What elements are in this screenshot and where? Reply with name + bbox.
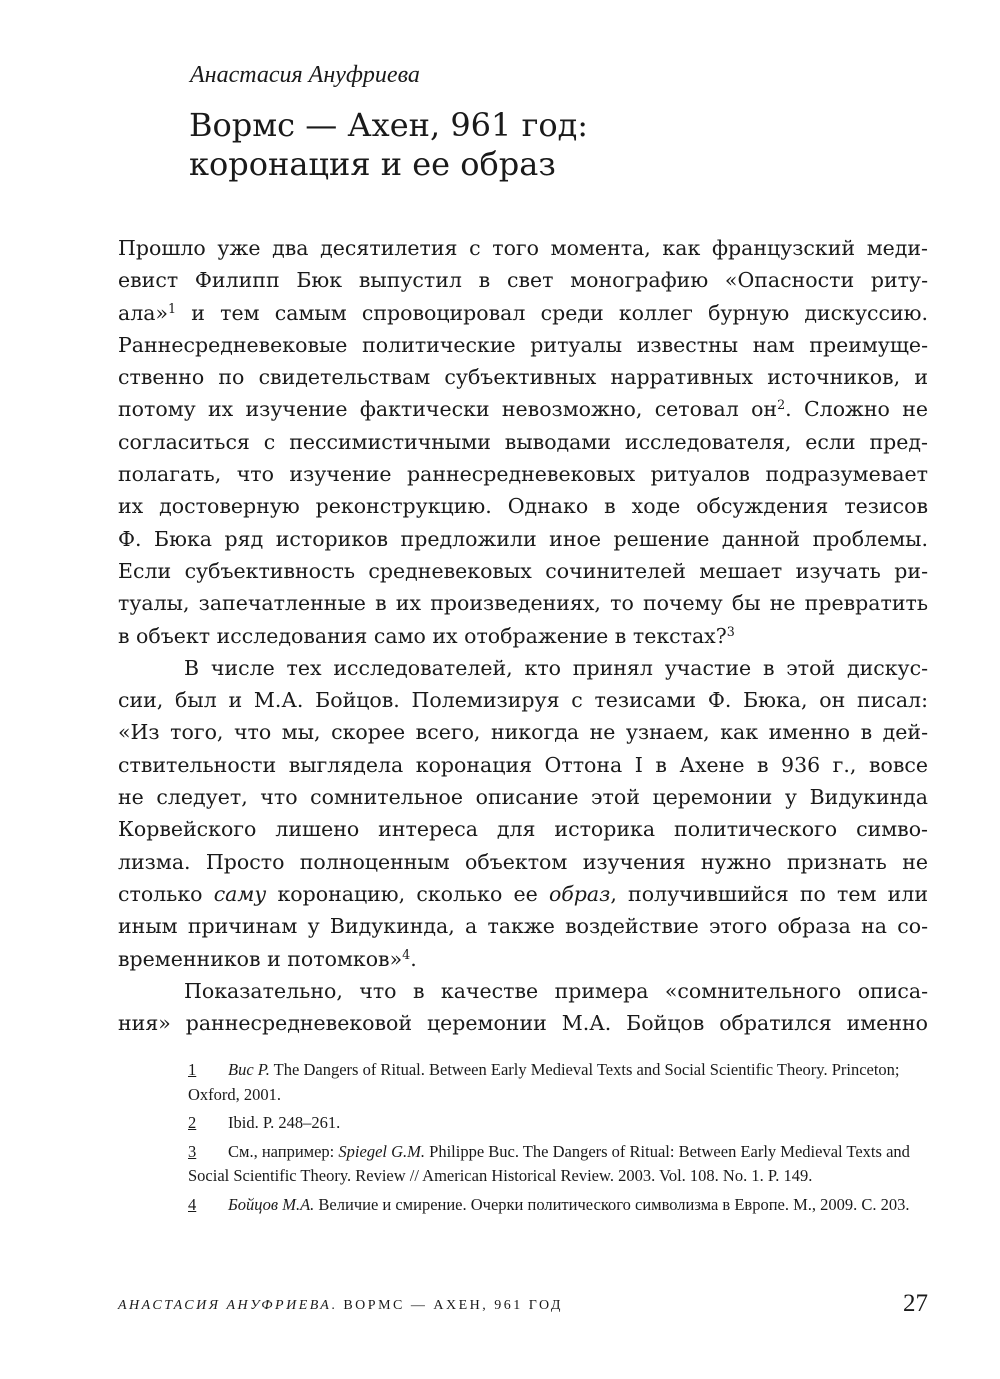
footnote-author: Buc P.	[228, 1060, 270, 1079]
body-line: «Из того, что мы, скорее всего, никогда не узнаем, как именно в дей-	[118, 720, 928, 745]
footnote-prefix: См., например:	[228, 1141, 339, 1161]
body-line: полагать, что изучение раннесредневековых ритуалов подразумевает	[118, 462, 928, 487]
body-text: .	[410, 946, 417, 971]
body-line	[118, 878, 928, 910]
body-line: Показательно, что в качестве примера «сомнительного описа-	[184, 978, 928, 1003]
body-line	[118, 297, 928, 329]
body-text: столько	[118, 881, 214, 906]
paragraph-2	[118, 652, 928, 975]
body-line: их достоверную реконструкцию. Однако в ходе обсуждения тезисов	[118, 494, 928, 519]
body-line: В числе тех исследователей, кто принял участие в этой дискус-	[184, 655, 928, 680]
footnote-number[interactable]: 2	[188, 1113, 197, 1132]
footnote-ref-3[interactable]: 3	[726, 623, 735, 639]
body-line: евист Филипп Бюк выпустил в свет монографию «Опасности риту-	[118, 268, 928, 293]
body-text: , получившийся по тем или	[610, 881, 928, 906]
body-line: не следует, что сомнительное описание этой церемонии у Видукинда	[118, 785, 928, 810]
footnote-2	[188, 1111, 918, 1136]
body-line: иным причинам у Видукинда, а также воздействие этого образа на со-	[118, 914, 928, 939]
footnote-text: Philippe Buc. The Dangers of Ritual: Between Early Medieval Texts and Social Scientific Theory. Review // American Historical Review. 2003. Vol. 108. No. 1. P. 149.	[188, 1141, 910, 1185]
body-text: потому их изучение фактически невозможно, сетовал он	[118, 397, 778, 422]
emphasis: саму	[213, 881, 267, 906]
emphasis: образ	[548, 881, 611, 906]
title-line-2: коронация и ее образ	[189, 145, 556, 183]
body-text: коронацию, сколько ее	[266, 881, 549, 906]
footnote-3	[188, 1140, 918, 1189]
body-text: в объект исследования само их отображение в текстах?	[118, 623, 727, 648]
footnote-ref-4[interactable]: 4	[402, 946, 411, 962]
footnote-text: Ibid. P. 248–261.	[228, 1113, 341, 1132]
body-line: сии, был и М.А. Бойцов. Полемизируя с тезисами Ф. Бюка, он писал:	[118, 688, 928, 713]
body-line	[118, 943, 928, 975]
body-line	[118, 620, 928, 652]
body-text: ала»	[118, 300, 169, 325]
footnote-1	[188, 1058, 918, 1107]
body-line: Если субъективность средневековых сочинителей мешает изучать ри-	[118, 558, 928, 583]
footnote-number[interactable]: 4	[188, 1194, 197, 1214]
footnote-ref-1[interactable]: 1	[168, 300, 177, 316]
body-line: ственно по свидетельствам субъективных нарративных источников, и	[118, 365, 928, 390]
footnote-author: Бойцов М.А.	[228, 1194, 315, 1214]
footnote-4	[188, 1193, 918, 1218]
article-author: Анастасия Ануфриева	[190, 62, 420, 88]
page-footer	[118, 1290, 928, 1317]
body-line: Ф. Бюка ряд историков предложили иное решение данной проблемы.	[118, 526, 928, 551]
title-line-1: Вормс — Ахен, 961 год:	[189, 106, 589, 144]
article-title	[189, 106, 588, 184]
body-line	[118, 393, 928, 425]
body-text: временников и потомков»	[118, 946, 403, 971]
footnote-author: Spiegel G.M.	[338, 1141, 426, 1161]
paragraph-1	[118, 232, 928, 652]
running-head-title: . ВОРМС — АХЕН, 961 ГОД	[331, 1298, 563, 1313]
body-line: Корвейского лишено интереса для историка политического симво-	[118, 817, 928, 842]
footnote-number[interactable]: 1	[188, 1060, 197, 1079]
body-text: и тем самым спровоцировал среди коллег бурную дискуссию.	[176, 300, 928, 325]
body-line: Раннесредневековые политические ритуалы известны нам преимуще-	[118, 332, 928, 357]
footnote-number[interactable]: 3	[188, 1141, 197, 1161]
body-text: . Сложно не	[785, 397, 928, 422]
footnote-text: Величие и смирение. Очерки политического символизма в Европе. М., 2009. С. 203.	[314, 1194, 910, 1214]
footnote-ref-2[interactable]: 2	[777, 397, 786, 413]
footnote-text: The Dangers of Ritual. Between Early Medieval Texts and Social Scientific Theory. Princeton; Oxford, 2001.	[188, 1060, 900, 1104]
body-line: Прошло уже два десятилетия с того момента, как французский меди-	[118, 236, 928, 260]
body-line: лизма. Просто полноценным объектом изучения нужно признать не	[118, 849, 928, 874]
body-line: согласиться с пессимистичными выводами исследователя, если пред-	[118, 429, 928, 454]
body-line: ствительности выглядела коронация Оттона I в Ахене в 936 г., вовсе	[118, 752, 928, 777]
footnotes	[188, 1058, 918, 1221]
body-line: ния» раннесредневековой церемонии М.А. Бойцов обратился именно	[118, 1011, 928, 1036]
paragraph-3	[118, 975, 928, 1040]
running-head	[118, 1298, 563, 1313]
running-head-author: АНАСТАСИЯ АНУФРИЕВА	[118, 1298, 332, 1313]
page-number: 27	[903, 1290, 928, 1317]
body-line: туалы, запечатленные в их произведениях, то почему бы не превратить	[118, 591, 928, 616]
article-body	[118, 232, 928, 1039]
